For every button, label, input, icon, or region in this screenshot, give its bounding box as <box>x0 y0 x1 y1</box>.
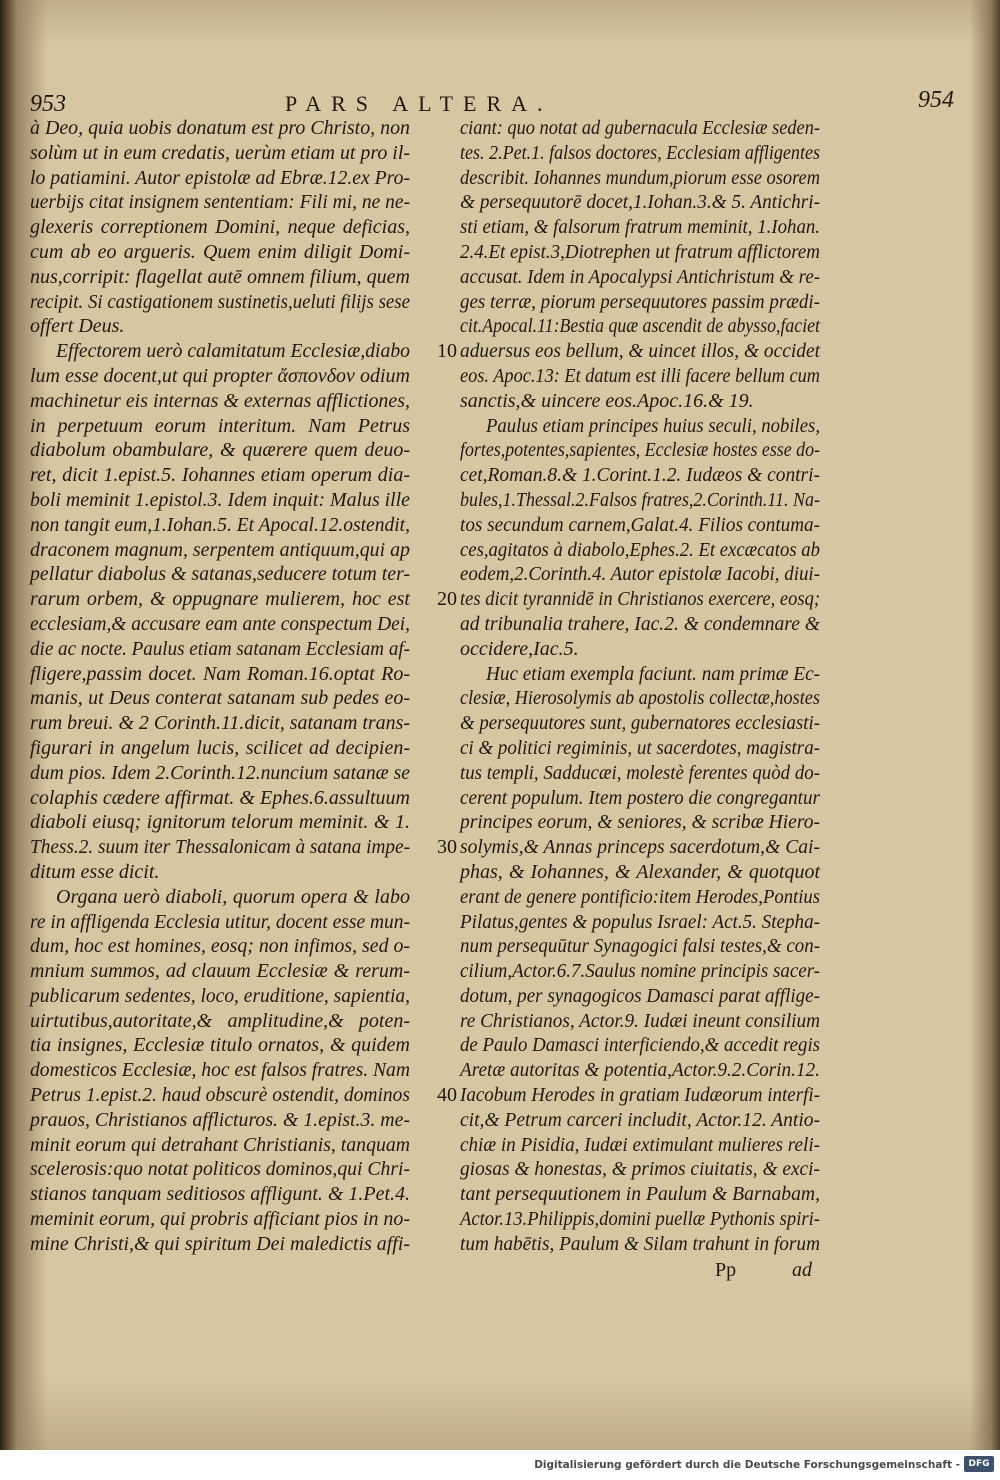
text-line: cum ab eo argueris. Quem enim diligit Domi- <box>30 240 410 263</box>
text-line: sanctis,& uincere eos.Apoc.16.& 19. <box>460 389 754 412</box>
paragraph-start-line: Effectorem uerò calamitatum Ecclesiæ,diabo <box>56 340 410 363</box>
text-line: lum esse docent,ut qui propter ἄσπονδον odium <box>30 364 410 387</box>
text-line: fligere,passim docet. Nam Roman.16.optat Ro- <box>30 662 410 685</box>
text-line: tum habētis, Paulum & Silam trahunt in forum <box>460 1232 820 1255</box>
paragraph-start-line: Huc etiam exempla faciunt. nam primæ Ec- <box>486 662 820 685</box>
text-line: machinetur eis internas & externas afflictiones, <box>30 389 410 412</box>
text-line: pellatur diabolus & satanas,seducere totum ter- <box>30 563 410 586</box>
margin-line-number: 10 <box>437 340 457 363</box>
text-line: num persequūtur Synagogici falsi testes,& con- <box>460 935 820 958</box>
signature-mark: Pp <box>715 1259 737 1281</box>
text-line: eos. Apoc.13: Et datum est illi facere bellum cum <box>460 364 820 387</box>
text-line: tus templi, Sadducæi, molestè ferentes quòd do- <box>460 761 820 784</box>
left-column <box>30 116 410 1257</box>
text-line: cit,& Petrum carceri includit, Actor.12. Antio- <box>460 1108 820 1131</box>
text-line: tes. 2.Pet.1. falsos doctores, Ecclesiam affligentes <box>460 141 820 164</box>
text-line: solymis,& Annas princeps sacerdotum,& Cai- <box>460 836 820 859</box>
text-line: Thess.2. suum iter Thessalonicam à satana impe- <box>30 836 410 859</box>
text-line: ret, dicit 1.epist.5. Iohannes etiam operum dia- <box>30 464 410 487</box>
text-line: cet,Roman.8.& 1.Corint.1.2. Iudæos & contri- <box>460 464 820 487</box>
text-line: in perpetuum eorum interitum. Nam Petrus <box>30 414 410 437</box>
text-line: diaboli eiusq; ignitorum telorum meminit. & 1. <box>30 811 410 834</box>
digitization-footer <box>0 1450 1000 1480</box>
text-line: mnium summos, ad clauum Ecclesiæ & rerum- <box>30 960 410 983</box>
text-line: Iacobum Herodes in gratiam Iudæorum interfi- <box>460 1084 820 1107</box>
text-line: uerbijs citat insignem sententiam: Fili mi, ne ne- <box>30 191 410 214</box>
text-line: recipit. Si castigationem sustinetis,ueluti filijs sese <box>30 290 410 313</box>
text-line: rarum orbem, & oppugnare mulierem, hoc est <box>30 588 410 611</box>
text-line: boli meminit 1.epistol.3. Idem inquit: Malus ille <box>30 488 410 511</box>
text-line: dum, hoc est homines, eosq; non infimos, sed o- <box>30 935 410 958</box>
text-line: Petrus 1.epist.2. haud obscurè ostendit, dominos <box>30 1084 410 1107</box>
text-line: minit eorum qui detrahant Christianis, tanquam <box>30 1133 410 1156</box>
text-line: ecclesiam,& accusare eam ante conspectum Dei, <box>30 612 410 635</box>
text-line: & persequutores sunt, gubernatores ecclesiasti- <box>460 712 820 735</box>
text-line: ad tribunalia trahere, Iac.2. & condemnare & <box>460 612 820 635</box>
text-line: meminit eorum, qui probris afficiant pios in no- <box>30 1208 410 1231</box>
text-line: principes eorum, & seniores, & scribæ Hiero- <box>460 811 820 834</box>
text-line: eodem,2.Corinth.4. Autor epistolæ Iacobi, diui- <box>460 563 820 586</box>
text-line: ci & politici regiminis, ut sacerdotes, magistra- <box>460 736 820 759</box>
text-line: de Paulo Damasci interficiendo,& accedit regis <box>460 1034 820 1057</box>
text-line: clesiæ, Hierosolymis ab apostolis collectæ,hostes <box>460 687 820 710</box>
text-line: rum breui. & 2 Corinth.11.dicit, satanam trans- <box>30 712 410 735</box>
text-line: glexeris correptionem Domini, neque deficias, <box>30 216 410 239</box>
funding-credit: Digitalisierung gefördert durch die Deutsche Forschungsgemeinschaft - <box>534 1459 960 1471</box>
text-line: Pilatus,gentes & populus Israel: Act.5. Stepha- <box>460 910 820 933</box>
text-line: domesticos Ecclesiæ, hoc est falsos fratres. Nam <box>30 1059 410 1082</box>
text-line: mine Christi,& qui spiritum Dei maledictis affi- <box>30 1232 410 1255</box>
catchword: ad <box>792 1259 812 1281</box>
text-line: tia insignes, Ecclesiæ titulo ornatos, & quidem <box>30 1034 410 1057</box>
text-line: uirtutibus,autoritate,& amplitudine,& poten- <box>30 1009 410 1032</box>
text-line: cerent populum. Item postero die congregantur <box>460 786 820 809</box>
text-line: manis, ut Deus conterat satanam sub pedes eo- <box>30 687 410 710</box>
right-column <box>460 116 820 1257</box>
paragraph-start-line: Paulus etiam principes huius seculi, nobiles, <box>486 414 820 437</box>
text-line: giosas & honestas, & primos ciuitatis, & exci- <box>460 1158 820 1181</box>
text-line: & persequutorē docet,1.Iohan.3.& 5. Antichri- <box>460 191 820 214</box>
text-line: phas, & Iohannes, & Alexander, & quotquot <box>460 860 820 883</box>
text-line: ciant: quo notat ad gubernacula Ecclesiæ seden- <box>460 117 820 139</box>
text-line: 2.4.Et epist.3,Diotrephen ut fratrum afflictorem <box>460 240 820 263</box>
text-line: die ac nocte. Paulus etiam satanam Ecclesiam af- <box>30 637 410 660</box>
text-line: nus,corripit: flagellat autē omnem filium, quem <box>30 265 410 288</box>
text-line: lo patiamini. Autor epistolæ ad Ebræ.12.ex Pro- <box>30 166 410 189</box>
text-line: tes dicit tyrannidē in Christianos exercere, eosq; <box>460 588 820 611</box>
text-line: scelerosis:quo notat politicos dominos,qui Chri- <box>30 1158 410 1181</box>
text-line: describit. Iohannes mundum,piorum esse osorem <box>460 166 820 189</box>
text-line: dum pios. Idem 2.Corinth.12.nuncium satanæ se <box>30 761 410 784</box>
text-line: cilium,Actor.6.7.Saulus nomine principis sacer- <box>460 960 820 983</box>
text-line: ditum esse dicit. <box>30 860 160 883</box>
text-line: sti etiam, & falsorum fratrum meminit, 1.Iohan. <box>460 216 820 239</box>
text-line: Aretæ autoritas & potentia,Actor.9.2.Corin.12. <box>460 1059 820 1082</box>
right-page-number: 954 <box>918 87 954 113</box>
text-line: occidere,Iac.5. <box>460 637 579 660</box>
text-line: diabolum obambulare, & quærere quem deuo- <box>30 439 410 462</box>
text-line: accusat. Idem in Apocalypsi Antichristum & re- <box>460 265 820 288</box>
text-line: non tangit eum,1.Iohan.5. Et Apocal.12.ostendit, <box>30 513 410 536</box>
text-line: cit.Apocal.11:Bestia quæ ascendit de abysso,faciet <box>460 315 820 338</box>
text-line: solùm ut in eum credatis, uerùm etiam ut pro il- <box>30 141 410 164</box>
text-line: figurari in angelum lucis, scilicet ad decipien- <box>30 736 410 759</box>
left-page-number: 953 <box>30 91 66 117</box>
text-line: fortes,potentes,sapientes, Ecclesiæ hostes esse do- <box>460 439 820 462</box>
text-line: chiæ in Pisidia, Iudæi extimulant mulieres reli- <box>460 1133 820 1156</box>
dfg-logo-icon: DFG <box>964 1456 994 1472</box>
margin-line-number: 40 <box>437 1084 457 1107</box>
text-line: bules,1.Thessal.2.Falsos fratres,2.Corinth.11. Na- <box>460 488 820 511</box>
text-line: offert Deus. <box>30 315 125 338</box>
margin-line-number: 30 <box>437 836 457 859</box>
margin-line-number: 20 <box>437 588 457 611</box>
text-line: ges terræ, piorum persequutores passim prædi- <box>460 290 820 313</box>
text-line: draconem magnum, serpentem antiquum,qui ap <box>30 538 410 561</box>
text-line: ces,agitatos à diabolo,Ephes.2. Et excæcatos ab <box>460 538 820 561</box>
text-line: tos secundum carnem,Galat.4. Filios contuma- <box>460 513 820 536</box>
text-line: colaphis cædere affirmat. & Ephes.6.assultuum <box>30 786 410 809</box>
paragraph-start-line: Organa uerò diaboli, quorum opera & labo <box>56 885 410 908</box>
text-line: publicarum sedentes, loco, eruditione, sapientia, <box>30 984 410 1007</box>
text-line: erant de genere pontificio:item Herodes,Pontius <box>460 885 820 908</box>
text-line: prauos, Christianos afflicturos. & 1.epist.3. me- <box>30 1108 410 1131</box>
text-line: re Christianos, Actor.9. Iudæi ineunt consilium <box>460 1009 820 1032</box>
text-line: re in affligenda Ecclesia utitur, docent esse mun- <box>30 910 410 933</box>
text-line: Actor.13.Philippis,domini puellæ Pythonis spiri- <box>460 1208 820 1231</box>
text-line: dotum, per synagogicos Damasci parat afflige- <box>460 984 820 1007</box>
running-title: PARS ALTERA. <box>285 91 553 116</box>
text-line: à Deo, quia uobis donatum est pro Christo, non <box>30 117 410 139</box>
text-line: aduersus eos bellum, & uincet illos, & occidet <box>460 340 820 363</box>
text-line: stianos tanquam seditiosos affligunt. & 1.Pet.4. <box>30 1183 410 1206</box>
text-line: tant persequutionem in Paulum & Barnabam, <box>460 1183 820 1206</box>
